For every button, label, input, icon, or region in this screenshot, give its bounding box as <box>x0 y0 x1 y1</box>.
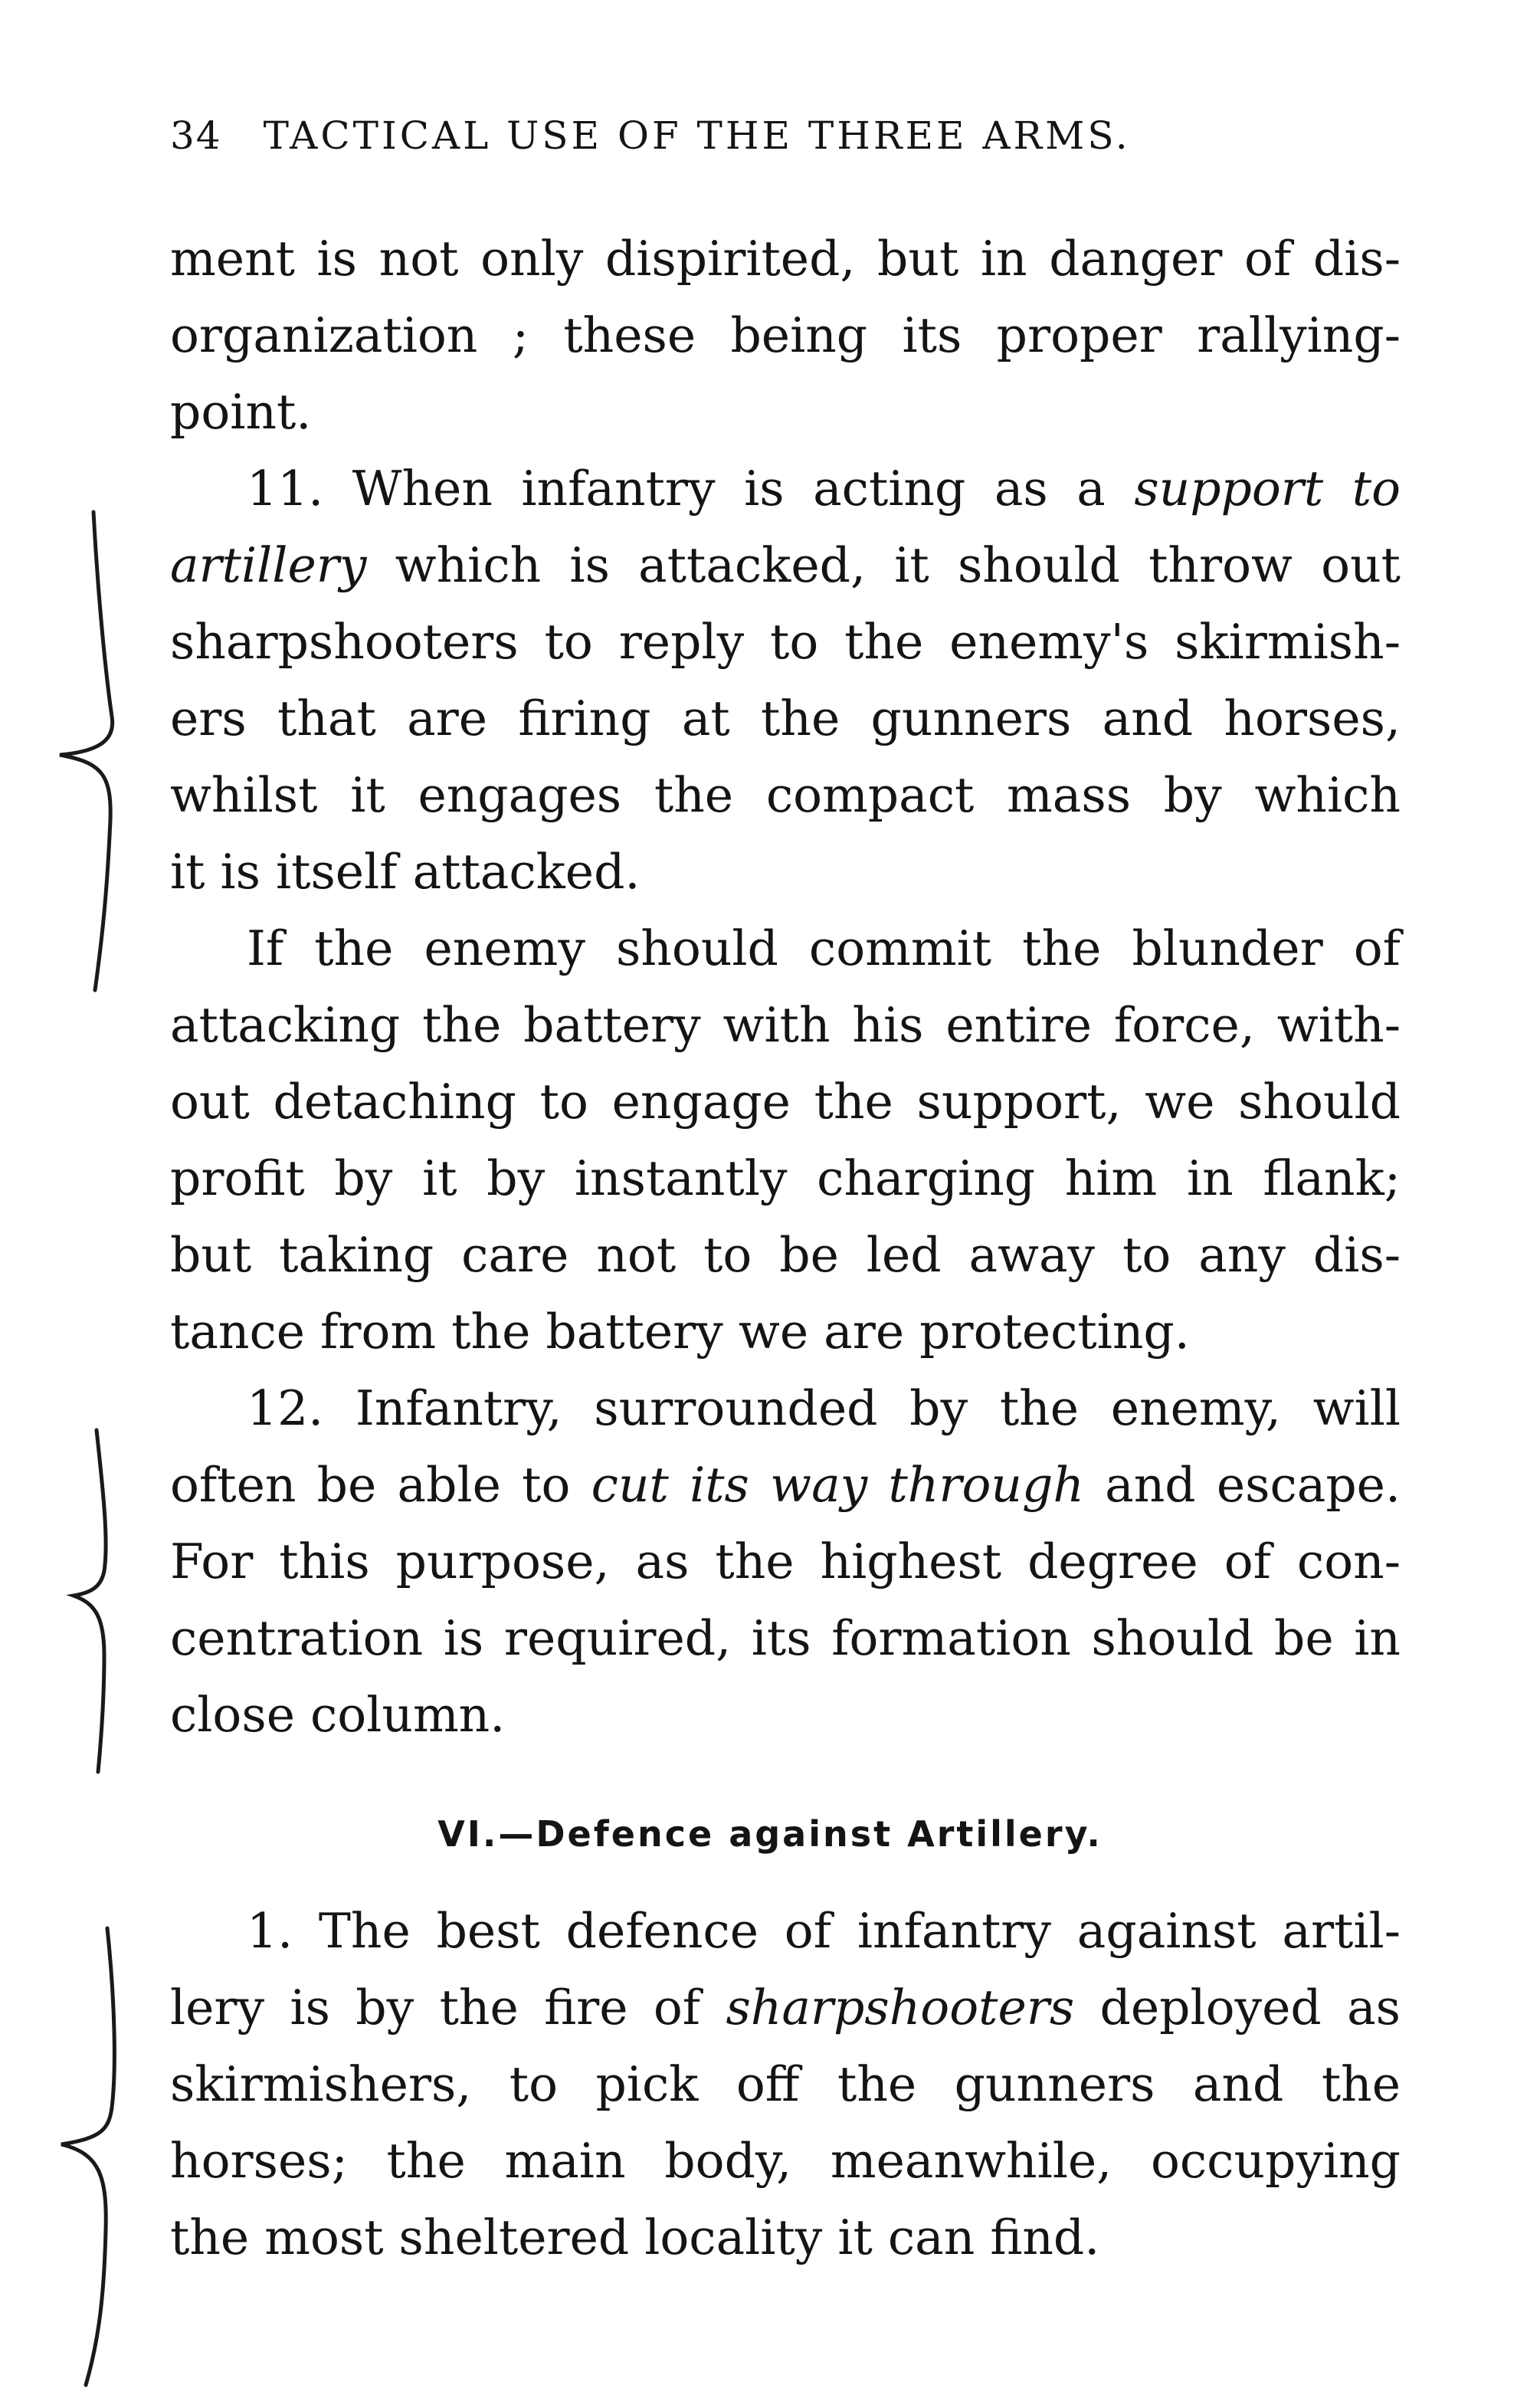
margin-bracket-mark <box>46 1924 130 2391</box>
text-line <box>170 527 1401 604</box>
margin-bracket-mark <box>46 506 130 996</box>
page-number: 34 <box>170 113 222 158</box>
text-run: deployed as <box>1074 1980 1401 2036</box>
text-line: skirmishers, to pick off the gunners and the <box>170 2056 1401 2112</box>
text-line: organization ; these being its proper rallying- <box>170 307 1401 363</box>
text-line <box>170 1893 1401 1970</box>
text-line: whilst it engages the compact mass by which <box>170 767 1401 823</box>
text-line: attacking the battery with his entire force, with- <box>170 997 1401 1053</box>
text-run: lery is by the fire of <box>170 1980 726 2036</box>
text-line <box>170 1970 1401 2046</box>
text-line: point. <box>170 384 312 440</box>
text-run: 11. When infantry is acting as a <box>247 461 1135 517</box>
text-line: profit by it by instantly charging him in flank; <box>170 1150 1401 1206</box>
text-line: If the enemy should commit the blunder of <box>247 920 1401 976</box>
running-header <box>170 113 1131 158</box>
text-run: 1. The best defence of infantry against artil- <box>247 1903 1401 1959</box>
text-line: ment is not only dispirited, but in danger of dis- <box>170 231 1401 287</box>
text-line <box>170 1447 1401 1524</box>
running-title: TACTICAL USE OF THE THREE ARMS. <box>263 113 1131 158</box>
text-line: For this purpose, as the highest degree of con- <box>170 1534 1401 1589</box>
italic-phrase: sharpshooters <box>726 1980 1075 2036</box>
text-line: out detaching to engage the support, we should <box>170 1074 1401 1130</box>
italic-phrase: cut its way through <box>591 1457 1084 1513</box>
text-line: ers that are firing at the gunners and horses, <box>170 691 1401 746</box>
italic-phrase: support to <box>1134 461 1401 517</box>
text-run: often be able to <box>170 1457 591 1513</box>
text-line: horses; the main body, meanwhile, occupying <box>170 2133 1401 2189</box>
margin-bracket-mark <box>46 1425 130 1778</box>
italic-phrase: artillery <box>170 537 367 593</box>
text-line: 12. Infantry, surrounded by the enemy, will <box>247 1380 1401 1436</box>
text-line: tance from the battery we are protecting. <box>170 1304 1190 1360</box>
text-line <box>170 451 1401 527</box>
section-heading: VI.—Defence against Artillery. <box>437 1813 1103 1855</box>
text-line: but taking care not to be led away to any dis- <box>170 1227 1401 1283</box>
text-line: centration is required, its formation should be in <box>170 1610 1401 1666</box>
text-line: close column. <box>170 1687 506 1743</box>
text-run: and escape. <box>1083 1457 1401 1513</box>
text-line: it is itself attacked. <box>170 844 641 900</box>
text-line: sharpshooters to reply to the enemy's skirmish- <box>170 614 1401 670</box>
text-run: which is attacked, it should throw out <box>366 537 1401 593</box>
text-line: the most sheltered locality it can find. <box>170 2210 1100 2265</box>
